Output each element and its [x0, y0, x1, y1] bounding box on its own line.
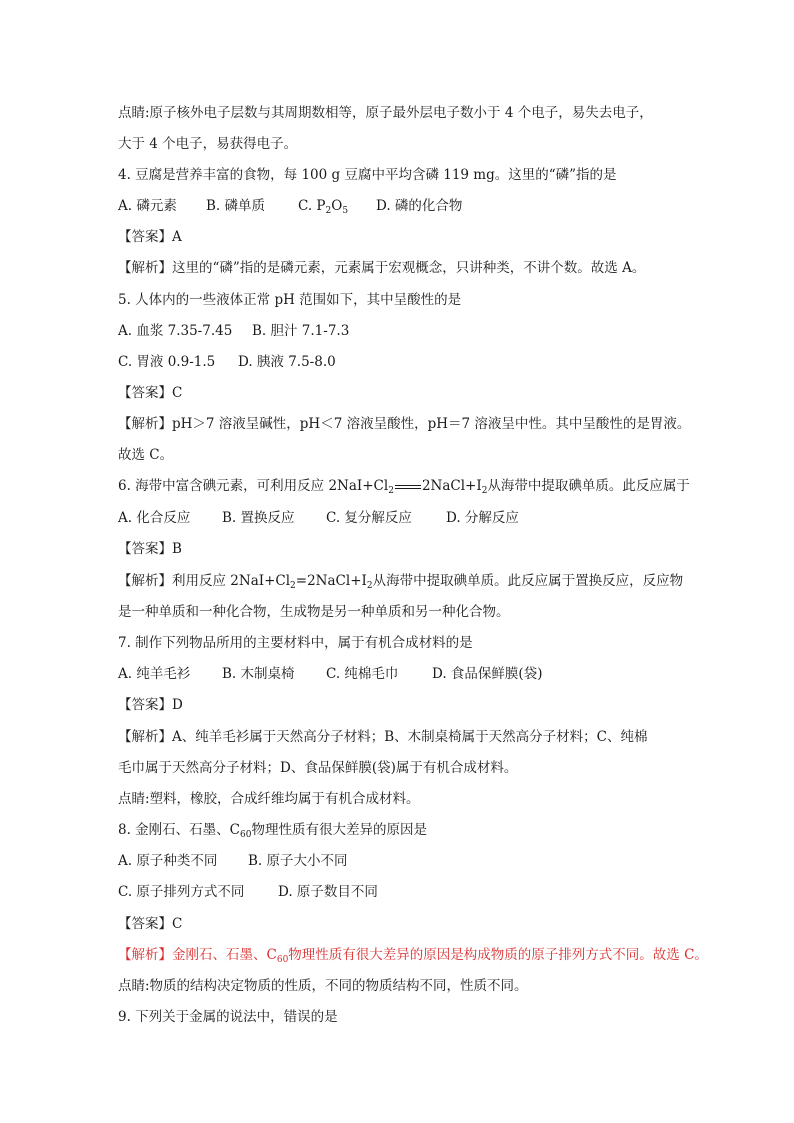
- option-a: A. 化合反应: [118, 510, 191, 526]
- question-5-options-row1: [118, 321, 349, 341]
- question-4-analysis: 【解析】这里的“磷”指的是磷元素，元素属于宏观概念，只讲种类，不讲个数。故选 A。: [118, 260, 646, 276]
- option-c: C. 纯棉毛巾: [326, 666, 399, 682]
- option-a: A. 血浆 7.35-7.45: [118, 323, 233, 339]
- option-d: D. 磷的化合物: [376, 198, 463, 214]
- question-6-analysis-line2: 是一种单质和一种化合物，生成物是另一种单质和另一种化合物。: [118, 604, 510, 620]
- option-d: D. 分解反应: [446, 510, 519, 526]
- option-d: D. 胰液 7.5-8.0: [238, 354, 336, 370]
- subscript: 60: [240, 830, 252, 840]
- option-a: A. 原子种类不同: [118, 853, 218, 869]
- dianjing-note-line1: 点睛:原子核外电子层数与其周期数相等，原子最外层电子数小于 4 个电子，易失去电子，: [118, 105, 653, 121]
- question-6-answer: 【答案】B: [118, 541, 182, 557]
- option-d: D. 原子数目不同: [278, 884, 378, 900]
- question-8-options-row1: [118, 851, 348, 871]
- option-c-mid: O: [331, 198, 343, 214]
- question-5-analysis-line2: 故选 C。: [118, 447, 174, 463]
- question-6-stem: [118, 476, 690, 496]
- option-b: B. 木制桌椅: [222, 666, 295, 682]
- option-c: C. 复分解反应: [326, 510, 412, 526]
- question-8-answer: 【答案】C: [118, 916, 183, 932]
- question-6-options: [118, 508, 519, 528]
- subscript: 2: [290, 581, 296, 591]
- subscript: 2: [325, 206, 332, 216]
- question-7-dianjing: 点睛:塑料，橡胶，合成纤维均属于有机合成材料。: [118, 791, 420, 807]
- question-4-stem: 4. 豆腐是营养丰富的食物，每 100 g 豆腐中平均含磷 119 mg。这里的“磷”指的是: [118, 167, 617, 183]
- question-8-stem: [118, 820, 427, 840]
- option-c: C. 原子排列方式不同: [118, 884, 245, 900]
- stem-part: 2NaCl+I: [421, 478, 482, 494]
- option-b: B. 置换反应: [222, 510, 295, 526]
- option-a: A. 磷元素: [118, 198, 177, 214]
- stem-part: 物理性质有很大差异的原因是: [251, 822, 427, 838]
- analysis-part: 【解析】金刚石、石墨、C: [118, 947, 277, 963]
- option-b: B. 原子大小不同: [248, 853, 348, 869]
- question-5-stem: 5. 人体内的一些液体正常 pH 范围如下，其中呈酸性的是: [118, 292, 462, 308]
- reaction-equals-sign: [395, 485, 421, 489]
- option-c: C. 胃液 0.9-1.5: [118, 354, 216, 370]
- option-b: B. 胆汁 7.1-7.3: [252, 323, 350, 339]
- dianjing-note-line2: 大于 4 个电子，易获得电子。: [118, 136, 298, 152]
- subscript: 60: [276, 955, 289, 965]
- stem-part: 8. 金刚石、石墨、C: [118, 822, 241, 838]
- subscript: 2: [388, 486, 394, 496]
- option-b: B. 磷单质: [206, 198, 266, 214]
- subscript: 2: [366, 581, 373, 591]
- question-6-analysis-line1: [118, 571, 683, 591]
- question-7-options: [118, 664, 542, 684]
- question-9-stem: 9. 下列关于金属的说法中，错误的是: [118, 1009, 338, 1025]
- analysis-part: =2NaCl+I: [295, 573, 367, 589]
- question-7-analysis-line1: 【解析】A、纯羊毛衫属于天然高分子材料；B、木制桌椅属于天然高分子材料；C、纯棉: [118, 729, 648, 745]
- question-8-options-row2: [118, 882, 378, 902]
- subscript: 2: [481, 486, 488, 496]
- option-a: A. 纯羊毛衫: [118, 666, 191, 682]
- question-7-stem: 7. 制作下列物品所用的主要材料中，属于有机合成材料的是: [118, 635, 473, 651]
- stem-part: 6. 海带中富含碘元素，可利用反应 2NaI+Cl: [118, 478, 389, 494]
- option-c-prefix: C. P: [298, 198, 326, 214]
- analysis-part: 【解析】利用反应 2NaI+Cl: [118, 573, 291, 589]
- analysis-part: 物理性质有很大差异的原因是构成物质的原子排列方式不同。故选 C。: [288, 947, 708, 963]
- question-8-analysis: [118, 945, 708, 965]
- option-c: [298, 196, 376, 216]
- subscript: 5: [342, 206, 349, 216]
- question-7-answer: 【答案】D: [118, 697, 183, 713]
- question-4-answer: 【答案】A: [118, 229, 182, 245]
- question-7-analysis-line2: 毛巾属于天然高分子材料；D、食品保鲜膜(袋)属于有机合成材料。: [118, 760, 518, 776]
- stem-part: 从海带中提取碘单质。此反应属于: [487, 478, 690, 494]
- question-5-options-row2: [118, 352, 336, 372]
- analysis-part: 从海带中提取碘单质。此反应属于置换反应，反应物: [372, 573, 684, 589]
- question-5-answer: 【答案】C: [118, 385, 183, 401]
- question-5-analysis-line1: 【解析】pH＞7 溶液呈碱性，pH＜7 溶液呈酸性，pH＝7 溶液呈中性。其中呈酸性的是胃液。: [118, 416, 691, 432]
- question-8-dianjing: 点睛:物质的结构决定物质的性质，不同的物质结构不同，性质不同。: [118, 978, 528, 994]
- option-d: D. 食品保鲜膜(袋): [432, 666, 543, 682]
- question-4-options: [118, 196, 462, 216]
